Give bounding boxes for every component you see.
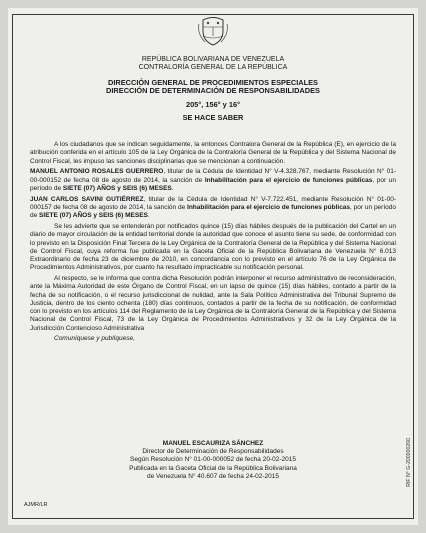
signature-block — [8, 440, 418, 481]
signer-title: Director de Determinación de Responsabilidades — [142, 448, 284, 456]
signer-gazette-line-1: Publicada en la Gaceta Oficial de la República Bolivariana — [129, 464, 297, 472]
coat-of-arms-seal-icon — [197, 16, 229, 46]
person-1-name: MANUEL ANTONIO ROSALES GUERRERO — [30, 168, 164, 176]
notice-heading: SE HACE SABER — [182, 112, 244, 122]
direction-general: DIRECCIÓN GENERAL DE PROCEDIMIENTOS ESPECIALES — [108, 77, 318, 87]
document-sheet — [8, 8, 418, 525]
initials: AJMR/LR — [24, 502, 48, 508]
document-header — [8, 56, 418, 122]
signer-gazette-line-2: de Venezuela N° 40.607 de fecha 24-02-2015 — [147, 472, 279, 480]
office-name: CONTRALORÍA GENERAL DE LA REPÚBLICA — [138, 64, 288, 72]
years-line: 205°, 156° y 16° — [185, 100, 241, 109]
person-2-name: JUAN CARLOS SAVINI GUTIÉRREZ — [30, 195, 144, 203]
signer-resolution: Según Resolución N° 01-00-000052 de fecha 20-02-2015 — [130, 456, 296, 464]
notification-paragraph: Se les advierte que se entenderán por notificados quince (15) días hábiles después de la publicación del Cartel en un diario de mayor circulación de la entidad territorial donde la autoridad que conoce el asunto tiene su sede, de conformidad con lo previsto en la Disposición Final Tercera de la Ley Orgánica de la Contraloría General de la República y del Sistema Nacional de Control Fiscal, cuya reforma fue publicada en la Gaceta Oficial de la República Bolivariana de Venezuela N° 6.013 Extraordinario de fecha 23 de diciembre de 2010, en concordancia con lo previsto en el artículo 76 de la Ley Orgánica de Procedimientos Administrativos, por cuanto ha resultado impracticable su notificación personal. — [30, 223, 396, 272]
signer-name: MANUEL ESCAURIZA SÁNCHEZ — [162, 440, 264, 447]
republic-name: REPÚBLICA BOLIVARIANA DE VENEZUELA — [141, 56, 285, 63]
intro-paragraph: A los ciudadanos que se indican seguidamente, la entonces Contralora General de la República (E), en ejercicio de la atribución conferida en el artículo 105 de la Ley Orgánica de la Contraloría General de la República y del Sistema Nacional de Control Fiscal, les impuso las sanciones disciplinarias que se mencionan a continuación. — [30, 141, 396, 165]
appeal-paragraph: Al respecto, se le informa que contra dicha Resolución podrán interponer el recurso administrativo de reconsideración, ante la Máxima Autoridad de este Órgano de Control Fiscal, en un lapso de quince (15) días hábiles, contado a partir de la fecha de su notificación, o el recurso jurisdiccional de nulidad, ante la Sala Político Administrativa del Tribunal Supremo de Justicia, dentro de los ciento ochenta (180) días continuos, contados a partir de la fecha de su notificación, de conformidad con lo previsto en los artículos 114 del Reglamento de la Ley Orgánica de la Contraloría General de la República y del Sistema Nacional de Control Fiscal, 73 de la Ley Orgánica de Procedimientos Administrativos y 32 de la Ley Orgánica de la Jurisdicción Contencioso Administrativa — [30, 275, 396, 332]
closing-line: Comuníquese y publíquese, — [54, 335, 135, 343]
rif-code: RIF N° G-200000260 — [406, 438, 412, 487]
direction-determination: DIRECCIÓN DE DETERMINACIÓN DE RESPONSABILIDADES — [106, 86, 320, 96]
sanction-person-1: MANUEL ANTONIO ROSALES GUERRERO, titular de la Cédula de Identidad N° V-4.328.767, mediante Resolución N° 01-00-000152 de fecha 08 de agosto de 2014, la sanción de Inhabilitación para el ejercicio de funciones públicas, por un período de SIETE (07) AÑOS y SEIS (6) MESES. — [30, 168, 397, 192]
sanction-person-2: JUAN CARLOS SAVINI GUTIÉRREZ, titular de la Cédula de Identidad N° V-7.722.451, mediante Resolución N° 01-00-000157 de fecha 08 de agosto de 2014, la sanción de Inhabilitación para el ejercicio de funciones públicas, por un período de SIETE (07) AÑOS y SEIS (6) MESES. — [30, 195, 396, 220]
document-body — [30, 141, 396, 346]
